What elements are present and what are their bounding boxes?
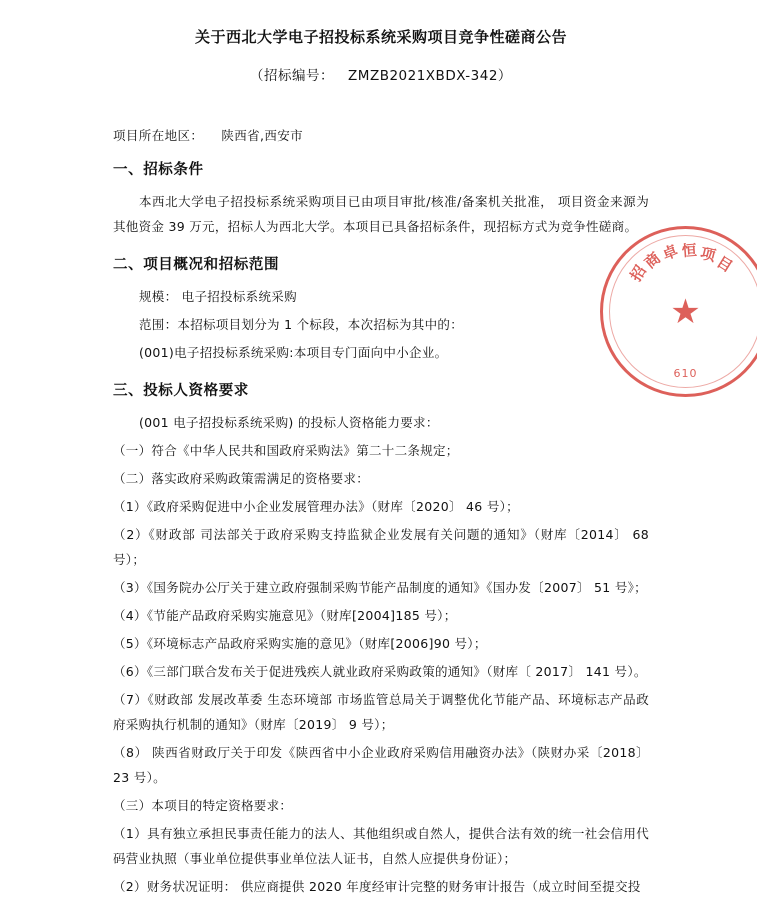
- seal-arc-char: 招: [626, 261, 650, 284]
- section-3-paragraph-5: （2）《财政部 司法部关于政府采购支持监狱企业发展有关问题的通知》（财库〔2014〕 68 号）；: [113, 527, 649, 567]
- section-3-paragraph-3: （二）落实政府采购政策需满足的资格要求：: [113, 471, 370, 486]
- section-3-paragraph-2: （一）符合《中华人民共和国政府采购法》第二十二条规定；: [113, 443, 459, 458]
- section-2-paragraph-1: 规模： 电子招投标系统采购: [139, 289, 297, 304]
- section-heading-3: 三、投标人资格要求: [113, 383, 249, 399]
- seal-arc-char: 目: [713, 252, 736, 276]
- tender-number-value: ZMZB2021XBDX-342）: [348, 68, 512, 84]
- page-title: 关于西北大学电子招投标系统采购项目竞争性磋商公告: [194, 28, 567, 46]
- seal-arc-char: 项: [698, 243, 718, 265]
- section-3-paragraph-12: （三）本项目的特定资格要求：: [113, 798, 293, 813]
- section-1-paragraph-1: 本西北大学电子招投标系统采购项目已由项目审批/核准/备案机关批准， 项目资金来源为其他资金 39 万元，招标人为西北大学。本项目已具备招标条件，现招标方式为竞争性磋商。: [113, 194, 649, 234]
- section-2-paragraph-2: 范围：本招标项目划分为 1 个标段，本次招标为其中的：: [139, 317, 464, 332]
- seal-bottom-text: 610: [673, 367, 698, 380]
- project-region-label: 项目所在地区：: [113, 128, 204, 143]
- seal-arc-char: 商: [640, 248, 664, 272]
- seal-star-icon: ★: [670, 291, 701, 332]
- section-3-paragraph-14: （2）财务状况证明： 供应商提供 2020 年度经审计完整的财务审计报告（成立时间至提交投: [113, 879, 641, 894]
- seal-arc-char: 卓: [659, 240, 680, 264]
- section-3-paragraph-8: （5）《环境标志产品政府采购实施的意见》（财库[2006]90 号）；: [113, 636, 487, 651]
- section-3-paragraph-13: （1）具有独立承担民事责任能力的法人、其他组织或自然人，提供合法有效的统一社会信用代码营业执照（事业单位提供事业单位法人证书，自然人应提供身份证）；: [113, 826, 649, 866]
- section-3-paragraph-10: （7）《财政部 发展改革委 生态环境部 市场监管总局关于调整优化节能产品、环境标志产品政府采购执行机制的通知》（财库〔2019〕 9 号）；: [113, 692, 649, 732]
- section-3-paragraph-7: （4）《节能产品政府采购实施意见》（财库[2004]185 号）；: [113, 608, 457, 623]
- section-3-paragraph-11: （8） 陕西省财政厅关于印发《陕西省中小企业政府采购信用融资办法》（陕财办采〔2018〕 23 号）。: [113, 745, 649, 785]
- project-region-value: 陕西省,西安市: [221, 128, 304, 143]
- section-3-paragraph-1: (001 电子招投标系统采购) 的投标人资格能力要求：: [139, 415, 439, 430]
- section-2-paragraph-3: (001)电子招投标系统采购:本项目专门面向中小企业。: [139, 345, 448, 360]
- red-seal-stamp: [600, 226, 757, 397]
- tender-number-label: （招标编号：: [250, 68, 335, 84]
- section-heading-1: 一、招标条件: [113, 162, 204, 178]
- seal-arc-char: 恒: [680, 240, 697, 260]
- section-3-paragraph-9: （6）《三部门联合发布关于促进残疾人就业政府采购政策的通知》（财库〔 2017〕 141 号）。: [113, 664, 647, 679]
- project-region: [113, 126, 649, 144]
- tender-number-line: [113, 64, 649, 84]
- section-3-paragraph-6: （3）《国务院办公厅关于建立政府强制采购节能产品制度的通知》《国办发〔2007〕 51 号》；: [113, 580, 647, 595]
- section-3-paragraph-4: （1）《政府采购促进中小企业发展管理办法》（财库〔2020〕 46 号）；: [113, 499, 519, 514]
- section-heading-2: 二、项目概况和招标范围: [113, 257, 280, 273]
